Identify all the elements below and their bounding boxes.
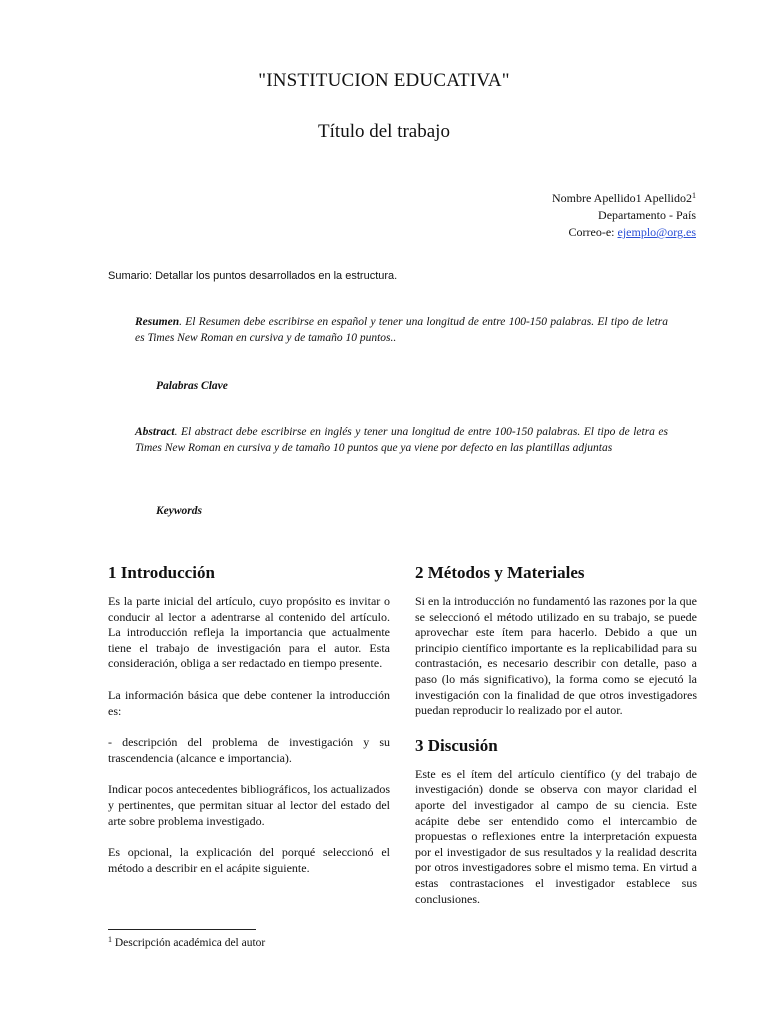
footnote-marker: 1: [108, 935, 112, 944]
resumen-text: . El Resumen debe escribirse en español y tener una longitud de entre 100-150 palabras. El tipo de letra es Times New Roman en cursiva y de tamaño 10 puntos..: [135, 316, 668, 344]
intro-paragraph: Indicar pocos antecedentes bibliográficos, los actualizados y pertinentes, que permitan situar al lector del estado del arte sobre problema investigado.: [108, 782, 390, 828]
methods-heading: 2 Métodos y Materiales: [415, 563, 585, 582]
resumen-paragraph: [135, 315, 668, 346]
intro-paragraph: - descripción del problema de investigación y su trascendencia (alcance e importancia).: [108, 735, 390, 765]
author-name-line: [336, 190, 696, 207]
abstract-label: Abstract: [135, 426, 175, 438]
intro-paragraph: Es opcional, la explicación del porqué seleccionó el método a describir en el acápite siguiente.: [108, 845, 390, 875]
intro-paragraph: La información básica que debe contener la introducción es:: [108, 687, 390, 718]
footnote-separator: [108, 929, 256, 930]
institution-name: "INSTITUCION EDUCATIVA": [258, 70, 510, 91]
author-block: [336, 190, 696, 241]
abstract-text: . El abstract debe escribirse en inglés y tener una longitud de entre 100-150 palabras. El tipo de letra es Times New Roman en cursiva y de tamaño 10 puntos que ya viene por defecto en las plantillas adjuntas: [135, 426, 668, 454]
intro-paragraph: Es la parte inicial del artículo, cuyo propósito es invitar o conducir al lector a adentrarse al contenido del artículo. La introducción refleja la importancia que actualmente tiene el trabajo de investigación para el autor. Esta consideración, obliga a ser redactado en tiempo presente.: [108, 594, 390, 671]
methods-paragraph: Si en la introducción no fundamentó las razones por la que se seleccionó el método utilizado en su trabajo, se puede aprovechar este ítem para hacerlo. Debido a que un principio científico importante es la replicabilidad para su contrastación, es necesario describir con detalle, paso a paso (lo más significativo), la forma como se ejecutó la investigación con la finalidad de que otros investigadores puedan reproducir lo realizado por el autor.: [415, 594, 697, 718]
author-department: Departamento - País: [598, 208, 696, 222]
discussion-paragraph: Este es el ítem del artículo científico (y del trabajo de investigación) donde se observa con mayor claridad el aporte del investigador al campo de su ciencia. Este acápite debe ser entendido como el intercambio de propuestas o reflexiones entre la interpretación expuesta por el investigador de sus resultados y la realidad descrita por otros investigadores sobre el mismo tema. En virtud a estas contrastaciones el investigador establece sus conclusiones.: [415, 766, 697, 906]
left-column: [108, 562, 390, 892]
intro-heading: 1 Introducción: [108, 563, 215, 582]
palabras-clave-label: Palabras Clave: [156, 380, 228, 392]
abstract-paragraph: [135, 425, 668, 456]
sumario: Sumario: Detallar los puntos desarrollados en la estructura.: [108, 270, 398, 282]
keywords-label: Keywords: [156, 505, 202, 517]
author-email-line: [336, 224, 696, 241]
author-footnote-marker: 1: [692, 191, 696, 200]
footnote-text: Descripción académica del autor: [112, 937, 266, 949]
discussion-heading: 3 Discusión: [415, 735, 498, 755]
footnote: [108, 937, 265, 949]
resumen-label: Resumen: [135, 316, 180, 328]
right-column: [415, 562, 697, 923]
paper-title: Título del trabajo: [318, 121, 450, 142]
email-link[interactable]: ejemplo@org.es: [617, 225, 696, 239]
author-name: Nombre Apellido1 Apellido2: [552, 191, 692, 205]
email-label: Correo-e:: [568, 225, 618, 239]
